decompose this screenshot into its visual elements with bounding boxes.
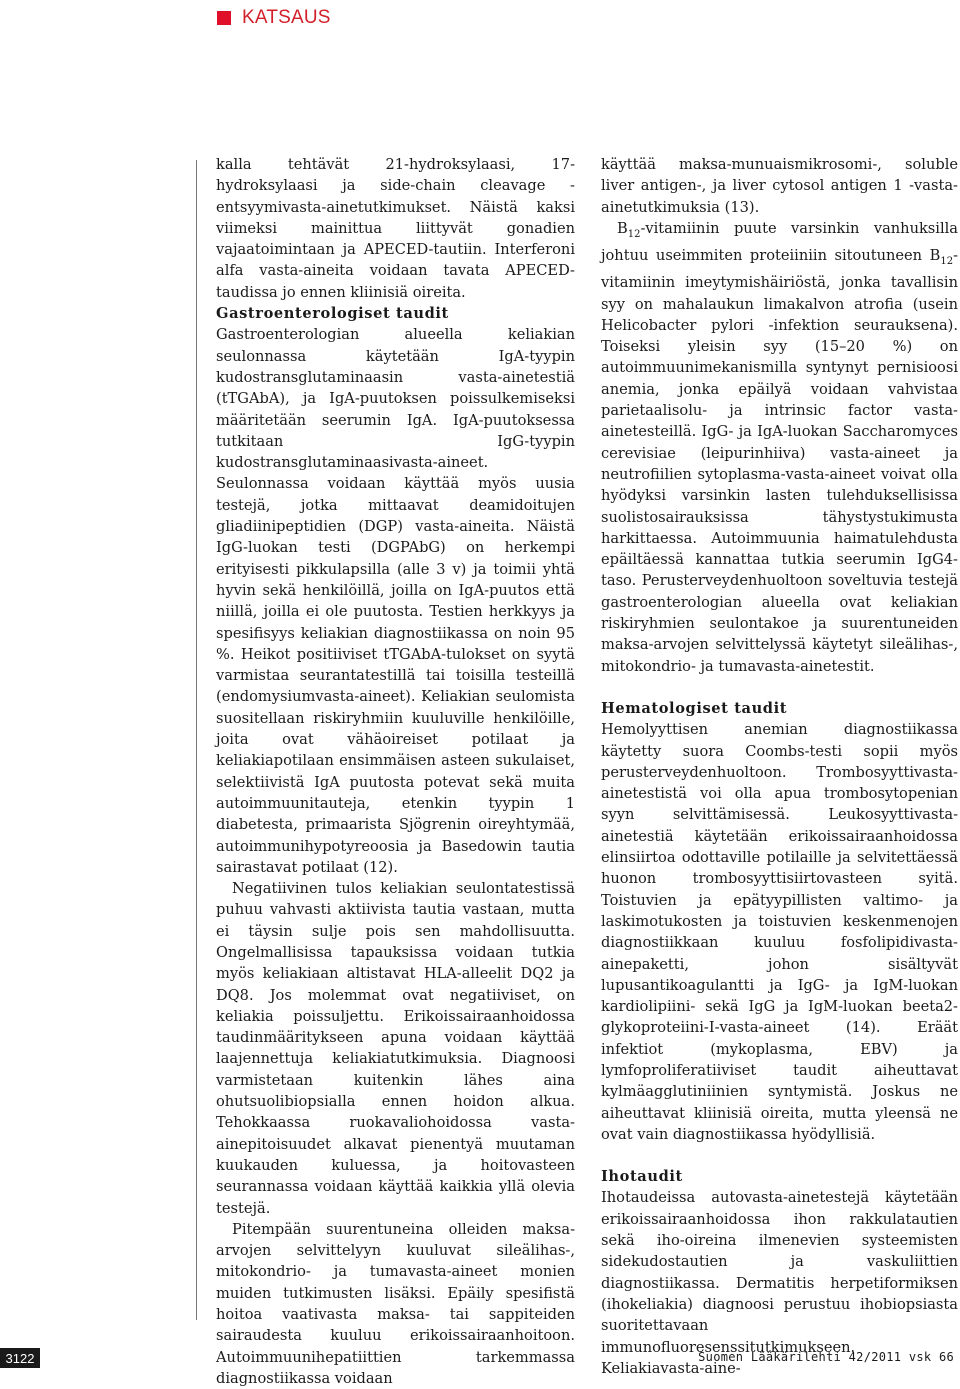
paragraph: käyttää maksa-munuaismikrosomi-, soluble liver antigen-, ja liver cytosol antigen 1 -vasta-ainetutkimuksia (13). [601,156,958,216]
section-heading-hemato: Hematologiset taudit [601,699,788,717]
section-heading-iho: Ihotaudit [601,1168,683,1186]
page-number: 3122 [0,1348,40,1368]
page-footer [0,1340,960,1368]
right-column [601,154,958,1379]
section-marker-square [217,11,231,25]
subscript: 12 [627,228,641,240]
text-span: B [617,219,628,237]
left-column [216,154,575,1389]
paragraph: Hemolyyttisen anemian diagnostiikassa käytetty suora Coombs-testi sopii myös perusterveydenhuoltoon. Trombosyyttivasta-ainetestistä voi olla apua trombosytopenian syyn selvittämisessä. Leukosyyttivasta-ainetestiä käytetään erikoissairaanhoidossa elinsiirtoa odottaville potilaille ja selvitettäessä huonon trombosyyttisiirtovasteen syitä. Toistuvien ja epätyypillisten valtimo- ja laskimotukosten ja toistuvien keskenmenojen diagnostiikkaan kuuluu fosfolipidivasta-ainepaketti, johon sisältyvät lupusantikoagulantti ja IgG- ja IgM-luokan kardiolipiini- sekä IgG ja IgM-luokan beeta2-glykoproteiini-I-vasta-aineet (14). Eräät infektiot (mykoplasma, EBV) ja lymfoproliferatiiviset taudit aiheuttavat kylmäagglutiniinien syntymistä. Joskus ne aiheuttavat kliinisiä oireita, mutta yleensä ne ovat vain diagnostiikassa hyödyllisiä. [601,721,958,1143]
paragraph: kalla tehtävät 21-hydroksylaasi, 17-hydroksylaasi ja side-chain cleavage -entsyymivasta-ainetutkimukset. Näistä kaksi viimeksi mainittua liittyvät gonadien vajaatoimintaan ja APECED-tautiin. Interferoni alfa vasta-aineita voidaan tavata APECED-taudissa jo ennen kliinisiä oireita. [216,156,575,301]
text-span: -vitamiinin puute varsinkin vanhuksilla johtuu useimmiten proteiiniin sitoutuneen B [601,219,958,265]
paragraph: Ihotaudeissa autovasta-ainetestejä käytetään erikoissairaanhoidossa ihon rakkulatautien sekä iho-oireina ilmenevien systeemisten sidekudostautien ja vaskuliittien diagnostiikassa. Dermatitis herpetiformiksen (ihokeliakia) diagnoosi perustuu ihobiopsiasta suoritettavaan immunofluoresenssitutkimukseen. Keliakiavasta-aine- [601,1189,958,1377]
text-span: -vitamiinin imeytymishäiriöstä, jonka tavallisin syy on mahalaukun limakalvon atrofia (usein Helicobacter pylori -infektion seurauksena). Toiseksi yleisin syy (15–20 %) on autoimmuunimekanismilla syntynyt pernisioosi anemia, jonka epäilyä voidaan vahvistaa parietaalisolu- ja intrinsic factor vasta-ainetesteillä. IgG- ja IgA-luokan Saccharomyces cerevisiae (leipurinhiiva) vasta-aineet ja neutrofiilien sytoplasma-vasta-aineet voivat olla hyödyksi varsinkin lasten tulehduksellisissa suolistosairauksissa tähystystukimusta harkittaessa. Autoimmuunia haimatulehdusta epäiltäessä kannattaa tutkia seerumin IgG4-taso. Perusterveydenhuoltoon soveltuvia testejä gastroenterologian alueella ovat keliakian riskiryhmien seulontakoe ja suurentuneiden maksa-arvojen selvittelyssä käytetyt sileälihas-, mitokondrio- ja tumavasta-ainetestit. [601,247,958,675]
section-label: KATSAUS [242,7,331,28]
section-header [217,6,331,30]
section-heading-gastro: Gastroenterologiset taudit [216,305,449,323]
paragraph: Pitempään suurentuneina olleiden maksa-arvojen selvittelyyn kuuluvat sileälihas-, mitokondrio- ja tumavasta-aineet monien muiden tutkimusten lisäksi. Epäily spesifistä hoitoa vaativasta maksa- tai sappiteiden sairaudesta kuuluu erikoissairaanhoitoon. Autoimmuunihepatiittien tarkemmassa diagnostiikassa voidaan [216,1220,575,1387]
paragraph: Gastroenterologian alueella keliakian seulonnassa käytetään IgA-tyypin kudostransglutaminaasin vasta-ainetestiä (tTGAbA), ja IgA-puutoksen poissulkemiseksi määritetään seerumin IgA. IgA-puutoksessa tutkitaan IgG-tyypin kudostransglutaminaasivasta-aineet. Seulonnassa voidaan käyttää myös uusia testejä, jotka mittaavat deamidoitujen gliadiinipeptidien (DGP) vasta-aineita. Näistä IgG-luokan testi (DGPAbG) on herkempi erityisesti pikkulapsilla (alle 3 v) ja toimii yhtä hyvin sekä henkilöillä, joilla on IgA-puutos että niillä, joilla ei ole puutosta. Testien herkkyys ja spesifisyys keliakian diagnostiikassa on noin 95 %. Heikot positiiviset tTGAbA-tulokset on syytä varmistaa seurantatestillä tai toisilla testeillä (endomysiumvasta-aineet). Keliakian seulomista suositellaan riskiryhmiin kuuluville henkilöille, joita ovat vähäoireiset potilaat ja keliakiapotilaan ensimmäisen asteen sukulaiset, selektiivistä IgA puutosta potevat sekä muita autoimmuunitauteja, etenkin tyypin 1 diabetesta, primaarista Sjögrenin oireyhtymää, autoimmunihypotyreoosia ja Basedowin tautia sairastavat potilaat (12). [216,326,575,876]
paragraph: Negatiivinen tulos keliakian seulontatestissä puhuu vahvasti aktiivista tautia vastaan, mutta ei täysin sulje pois sen mahdollisuutta. Ongelmallisissa tapauksissa voidaan tutkia myös keliakiaan altistavat HLA-alleelit DQ2 ja DQ8. Jos molemmat ovat negatiiviset, on keliakia poissuljettu. Erikoissairaanhoidossa taudinmääritykseen apuna voidaan käyttää laajennettuja keliakiatutkimuksia. Diagnoosi varmistetaan kuitenkin lähes aina ohutsuolibiopsialla ennen hoidon alkua. Tehokkaassa ruokavaliohoidossa vasta-ainepitoisuudet alkavat pienentyä muutaman kuukauden kuluessa, ja hoitovasteen seurannassa voidaan käyttää kaikkia yllä olevia testejä. [216,880,575,1217]
subscript: 12 [940,256,954,267]
column-rule [196,160,197,1320]
journal-label: Suomen Lääkärilehti 42/2011 vsk 66 [698,1350,954,1364]
paragraph-b12 [601,218,958,677]
